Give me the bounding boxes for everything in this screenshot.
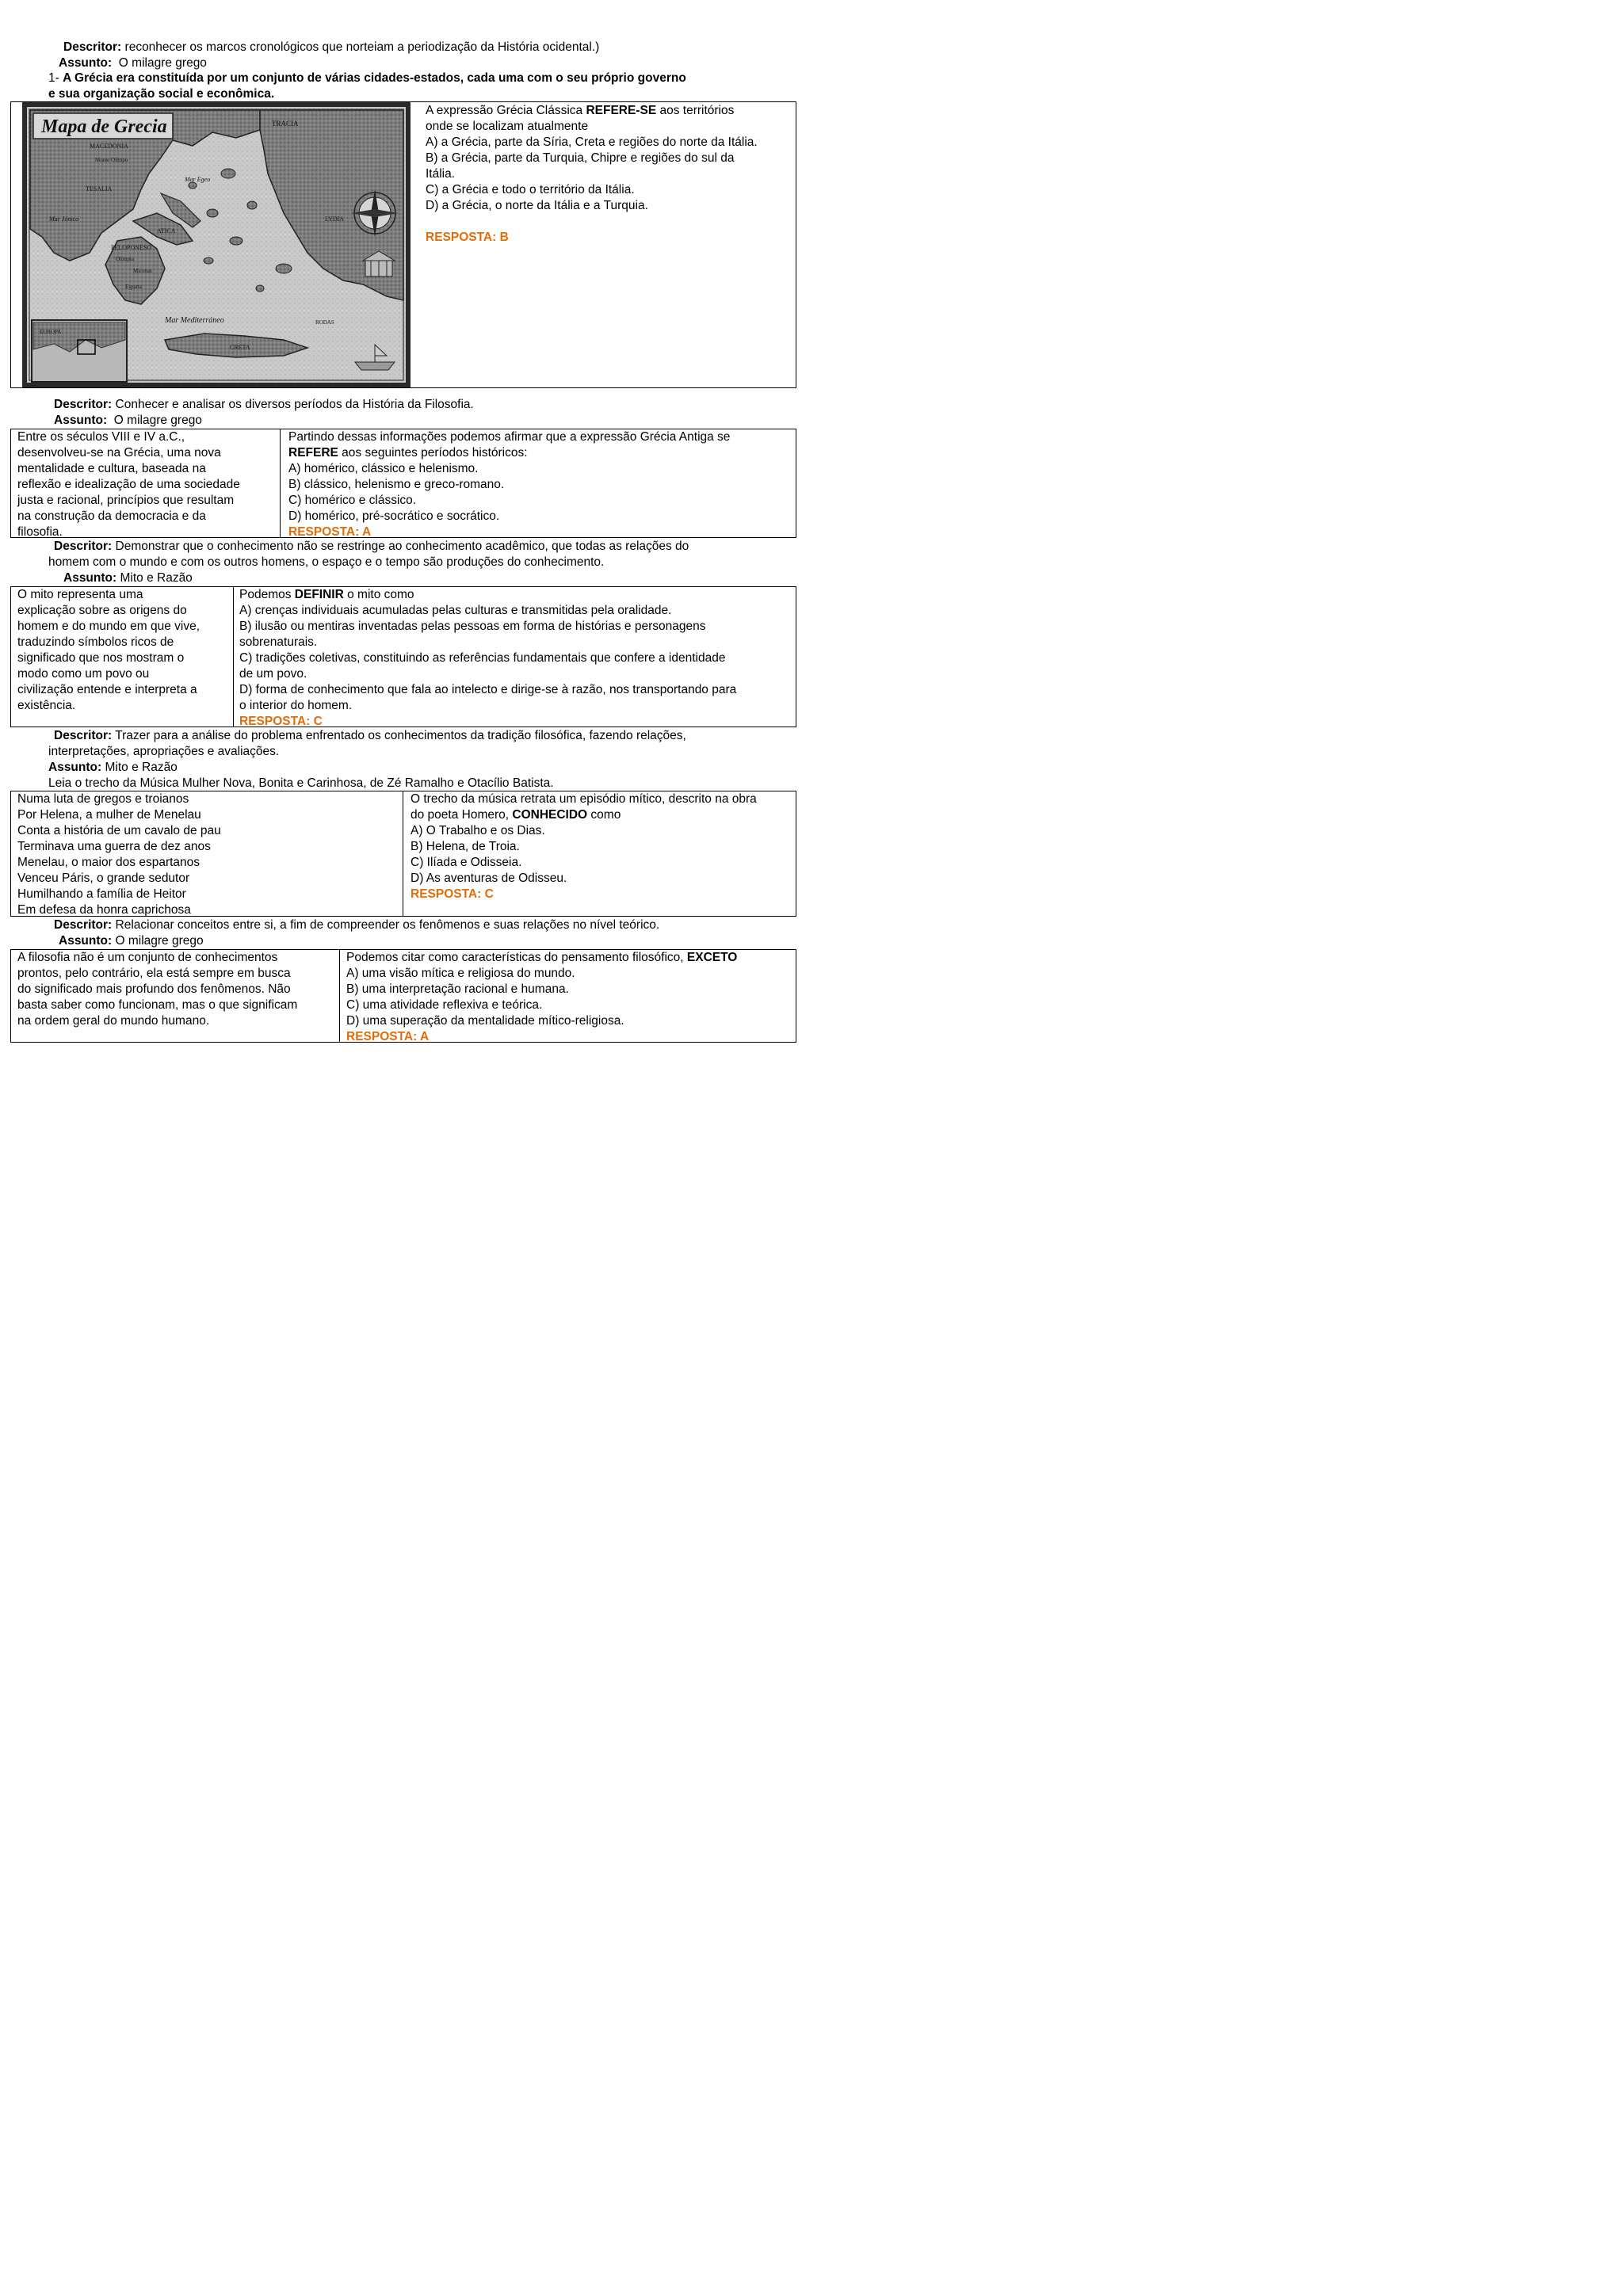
answer-label: RESPOSTA: C: [411, 887, 494, 901]
option-d: D) a Grécia, o norte da Itália e a Turquia.: [426, 199, 648, 212]
q3-descritor-cont: homem com o mundo e com os outros homens, o espaço e o tempo são produções do conhecimento.: [48, 555, 605, 569]
answer-label: RESPOSTA: B: [426, 231, 509, 244]
q5-question: [346, 950, 794, 1045]
q3-assunto: Assunto: Mito e Razão: [63, 571, 193, 585]
answer-label: RESPOSTA: C: [239, 715, 323, 728]
q1-question: [426, 103, 794, 246]
map-label: Mar Egeo: [185, 176, 211, 183]
question-line: REFERE aos seguintes períodos históricos:: [288, 446, 528, 460]
question-line: Partindo dessas informações podemos afirmar que a expressão Grécia Antiga se: [288, 430, 731, 444]
question-line: Podemos citar como características do pensamento filosófico, EXCETO: [346, 951, 738, 964]
question-line: O trecho da música retrata um episódio mítico, descrito na obra: [411, 792, 757, 806]
answer-label: RESPOSTA: A: [288, 525, 372, 539]
q2-assunto: Assunto: O milagre grego: [54, 414, 202, 427]
question-line: Podemos DEFINIR o mito como: [239, 588, 414, 601]
option-d: D) uma superação da mentalidade mítico-religiosa.: [346, 1014, 624, 1028]
option-d: D) forma de conhecimento que fala ao intelecto e dirige-se à razão, nos transportando para: [239, 683, 737, 696]
table-divider: [233, 586, 234, 727]
option-c: C) uma atividade reflexiva e teórica.: [346, 998, 543, 1012]
map-label: Mar Jónico: [49, 215, 79, 223]
map-label: TESALIA: [86, 185, 113, 193]
option-b-cont: sobrenaturais.: [239, 635, 318, 649]
map-label: EUROPA: [40, 329, 62, 335]
map-label: Olimpia: [116, 256, 134, 262]
q4-descritor: Descritor: Trazer para a análise do problema enfrentado os conhecimentos da tradição filosófica, fazendo relações,: [54, 729, 686, 742]
map-label: TRACIA: [272, 120, 299, 128]
map-title: Mapa de Grecia: [41, 116, 167, 137]
option-b: B) a Grécia, parte da Turquia, Chipre e regiões do sul da: [426, 151, 735, 165]
question-line: do poeta Homero, CONHECIDO como: [411, 808, 621, 822]
map-label: PELOPONESO: [111, 244, 152, 251]
map-label: Mar Mediterráneo: [165, 316, 224, 325]
question-line: A expressão Grécia Clássica REFERE-SE aos territórios: [426, 104, 735, 117]
q4-lyrics: Numa luta de gregos e troianos Por Helena, a mulher de Menelau Conta a história de um cavalo de pau Terminava uma guerra de dez anos Menelau, o maior dos espartanos Venceu Páris, o grande sedutor Humilhando a família de Heitor Em defesa da honra caprichosa: [17, 792, 221, 917]
q4-leia: Leia o trecho da Música Mulher Nova, Bonita e Carinhosa, de Zé Ramalho e Otacílio Batista.: [48, 776, 554, 790]
option-d: D) homérico, pré-socrático e socrático.: [288, 509, 500, 523]
option-c: C) a Grécia e todo o território da Itália.: [426, 183, 635, 196]
map-label: LYDIA: [325, 215, 345, 223]
q5-descritor: Descritor: Relacionar conceitos entre si, a fim de compreender os fenômenos e suas relações no nível teórico.: [54, 918, 660, 932]
option-a: A) O Trabalho e os Dias.: [411, 824, 545, 837]
q5-text: A filosofia não é um conjunto de conhecimentos prontos, pelo contrário, ela está sempre em busca do significado mais profundo dos fenômenos. Não basta saber como funcionam, mas o que significam na ordem geral do mundo humano.: [17, 951, 298, 1028]
q3-descritor: Descritor: Demonstrar que o conhecimento não se restringe ao conhecimento acadêmico, que todas as relações do: [54, 540, 689, 553]
option-d: D) As aventuras de Odisseu.: [411, 871, 567, 885]
map-label: Monte Olimpo: [95, 157, 128, 163]
map-label: MACEDONIA: [90, 143, 128, 150]
map-label: CRETA: [230, 344, 250, 351]
option-c-cont: de um povo.: [239, 667, 307, 681]
option-a: A) homérico, clássico e helenismo.: [288, 462, 479, 475]
q1-assunto: [59, 55, 207, 71]
q1-descritor: [63, 40, 599, 55]
q2-text: Entre os séculos VIII e IV a.C., desenvolveu-se na Grécia, uma nova mentalidade e cultura, baseada na reflexão e idealização de uma sociedade justa e racional, princípios que resultam na construção da democracia e da filosofia.: [17, 430, 240, 539]
q1-intro-line-1: 1- A Grécia era constituída por um conjunto de várias cidades-estados, cada uma com o seu próprio governo: [48, 71, 686, 85]
descritor-text: reconhecer os marcos cronológicos que norteiam a periodização da História ocidental.): [124, 40, 600, 54]
q3-question: [239, 587, 794, 730]
map-of-greece-image: [22, 102, 411, 387]
option-c: C) Ilíada e Odisseia.: [411, 856, 522, 869]
q4-question: [411, 791, 794, 902]
q4-descritor-cont: interpretações, apropriações e avaliações.: [48, 745, 280, 758]
option-b: B) Helena, de Troia.: [411, 840, 520, 853]
q5-assunto: Assunto: O milagre grego: [59, 934, 204, 948]
map-label: Esparta: [125, 284, 142, 290]
assunto-label: Assunto:: [59, 56, 113, 70]
descritor-label: Descritor:: [63, 40, 122, 54]
option-a: A) uma visão mítica e religiosa do mundo.: [346, 967, 575, 980]
q4-assunto: Assunto: Mito e Razão: [48, 761, 178, 774]
option-a: A) a Grécia, parte da Síria, Creta e regiões do norte da Itália.: [426, 135, 758, 149]
option-b: B) clássico, helenismo e greco-romano.: [288, 478, 505, 491]
option-a: A) crenças individuais acumuladas pelas culturas e transmitidas pela oralidade.: [239, 604, 672, 617]
table-divider: [339, 949, 340, 1043]
option-b-cont: Itália.: [426, 167, 456, 181]
table-divider: [280, 429, 281, 538]
option-d-cont: o interior do homem.: [239, 699, 353, 712]
q2-question: [288, 429, 792, 540]
assunto-text: O milagre grego: [118, 56, 207, 70]
option-c: C) tradições coletivas, constituindo as referências fundamentais que confere a identidade: [239, 651, 726, 665]
map-svg: [22, 102, 411, 387]
map-label: RODAS: [315, 319, 334, 326]
q2-descritor: Descritor: Conhecer e analisar os diversos períodos da História da Filosofia.: [54, 398, 474, 411]
option-b: B) ilusão ou mentiras inventadas pelas pessoas em forma de histórias e personagens: [239, 620, 706, 633]
question-number: 1-: [48, 71, 59, 85]
option-c: C) homérico e clássico.: [288, 494, 417, 507]
option-b: B) uma interpretação racional e humana.: [346, 982, 569, 996]
question-line: onde se localizam atualmente: [426, 120, 589, 133]
answer-label: RESPOSTA: A: [346, 1030, 430, 1043]
q3-text: O mito representa uma explicação sobre as origens do homem e do mundo em que vive, traduzindo símbolos ricos de significado que nos mostram o modo como um povo ou civilização entende e interpreta a existência.: [17, 588, 200, 712]
q1-intro-line-2: e sua organização social e econômica.: [48, 87, 275, 101]
map-label: ATICA: [157, 227, 176, 235]
map-label: Micenas: [133, 268, 152, 274]
